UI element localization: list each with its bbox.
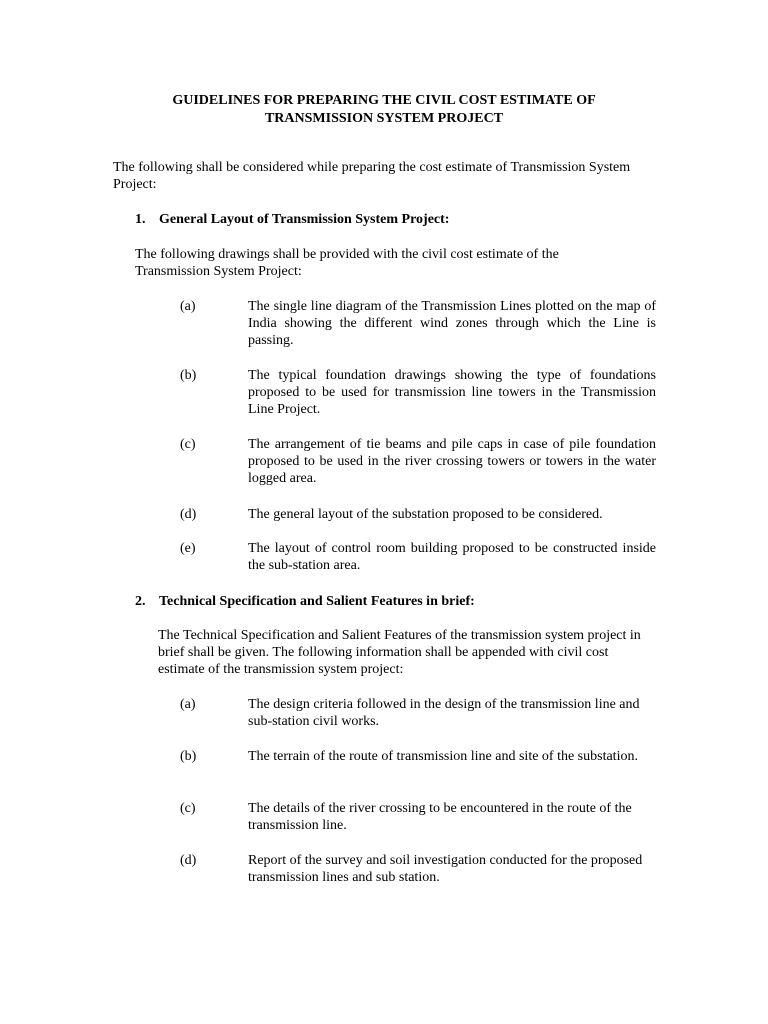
item-label: (a)	[180, 299, 196, 314]
item-label: (d)	[180, 507, 197, 522]
item-label: (b)	[180, 368, 197, 383]
item-text: The design criteria followed in the design of the transmission line and sub-station civil works.	[248, 697, 640, 729]
section-number: 2.	[135, 594, 146, 609]
list-item	[180, 540, 656, 574]
item-text: The layout of control room building proposed to be constructed inside the sub-station area.	[248, 541, 656, 573]
item-text: The terrain of the route of transmission line and site of the substation.	[248, 749, 638, 764]
list-item	[180, 367, 656, 418]
section-number: 1.	[135, 212, 146, 227]
item-text: Report of the survey and soil investigation conducted for the proposed transmission lines and sub station.	[248, 853, 643, 885]
list-item	[180, 506, 656, 523]
title-line-2: TRANSMISSION SYSTEM PROJECT	[264, 111, 504, 126]
section-heading-text: General Layout of Transmission System Project:	[159, 212, 450, 227]
section-2-paragraph: The Technical Specification and Salient Features of the transmission system project in brief shall be given. The following information shall be appended with civil cost estimate of the transmission system project:	[158, 628, 641, 677]
item-text: The single line diagram of the Transmission Lines plotted on the map of India showing the different wind zones through which the Line is passing.	[248, 299, 656, 348]
item-text: The typical foundation drawings showing the type of foundations proposed to be used for transmission line towers in the Transmission Line Project.	[248, 368, 656, 417]
list-item	[180, 748, 656, 765]
section-2-heading	[135, 593, 655, 610]
item-label: (b)	[180, 749, 197, 764]
section-1-heading	[135, 211, 655, 228]
item-text: The general layout of the substation proposed to be considered.	[248, 507, 603, 522]
item-text: The arrangement of tie beams and pile caps in case of pile foundation proposed to be used in the river crossing towers or towers in the water logged area.	[248, 437, 656, 486]
list-item	[180, 852, 656, 886]
section-1-paragraph: The following drawings shall be provided with the civil cost estimate of the Transmission System Project:	[135, 247, 559, 279]
title-line-1: GUIDELINES FOR PREPARING THE CIVIL COST ESTIMATE OF	[172, 93, 596, 108]
list-item	[180, 800, 656, 834]
item-text: The details of the river crossing to be encountered in the route of the transmission line.	[248, 801, 632, 833]
list-item	[180, 436, 656, 487]
item-label: (e)	[180, 541, 196, 556]
list-item	[180, 696, 656, 730]
item-label: (d)	[180, 853, 197, 868]
item-label: (a)	[180, 697, 196, 712]
intro-paragraph: The following shall be considered while preparing the cost estimate of Transmission System Project:	[113, 160, 631, 192]
item-label: (c)	[180, 437, 196, 452]
item-label: (c)	[180, 801, 196, 816]
section-heading-text: Technical Specification and Salient Features in brief:	[159, 594, 475, 609]
page-title	[100, 92, 668, 128]
list-item	[180, 298, 656, 349]
